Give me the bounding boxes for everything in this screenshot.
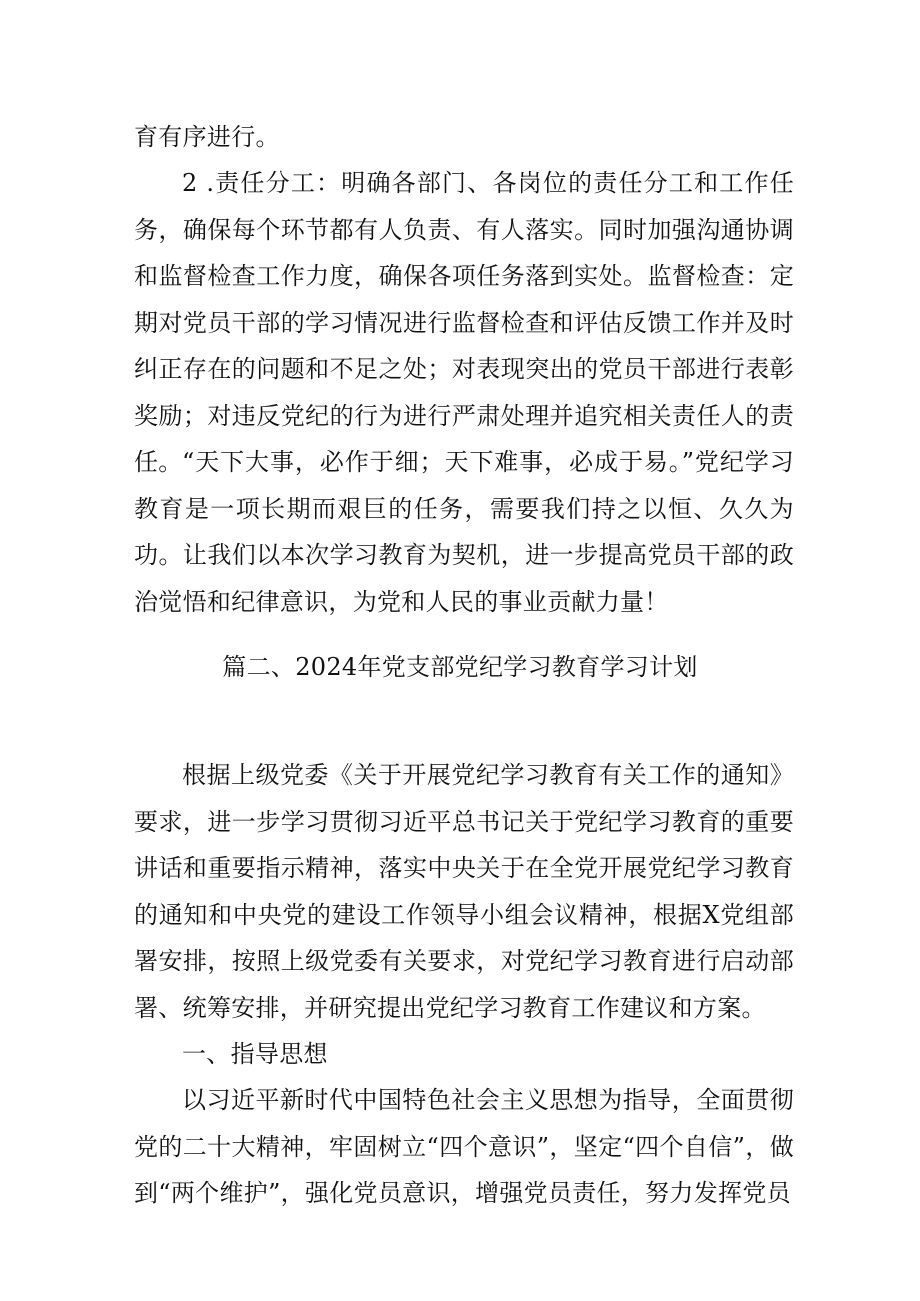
paragraph-continuation: 育有序进行。	[134, 123, 280, 151]
paragraph-responsibility: 2 .责任分工：明确各部门、各岗位的责任分工和工作任务，确保每个环节都有人负责、有人落实。同时加强沟通协调和监督检查工作力度，确保各项任务落到实处。监督检查：定期对党员干部的学习情况进行监督检查和评估反馈工作并及时纠正存在的问题和不足之处；对表现突出的党员干部进行表彰奖励；对违反党纪的行为进行严肃处理并追究相关责任人的责任。	[134, 169, 794, 476]
paragraph-basis: 根据上级党委《关于开展党纪学习教育有关工作的通知》要求，进一步学习贯彻习近平总书记关于党纪学习教育的重要讲话和重要指示精神，落实中央关于在全党开展党纪学习教育的通知和中央党的建设工作领导小组会议精神，根据X党组部署安排，按照上级党委有关要求，对党纪学习教育进行启动部署、统筹安排，并研究提出党纪学习教育工作建议和方案。	[134, 761, 794, 1022]
paragraph-quote: “天下大事，必作于细；天下难事，必成于易。”党纪学习教育是一项长期而艰巨的任务，需要我们持之以恒、久久为功。让我们以本次学习教育为契机，进一步提高党员干部的政治觉悟和纪律意识，为党和人民的事业贡献力量！	[134, 448, 794, 616]
paragraph-guiding-thought: 以习近平新时代中国特色社会主义思想为指导，全面贯彻党的二十大精神，牢固树立“四个意识”，坚定“四个自信”，做到“两个维护”，强化党员意识，增强党员责任，努力发挥党员	[134, 1086, 794, 1207]
heading-guiding-thought: 一、指导思想	[182, 1040, 328, 1068]
section-title: 篇二、2024年党支部党纪学习教育学习计划	[222, 653, 698, 681]
